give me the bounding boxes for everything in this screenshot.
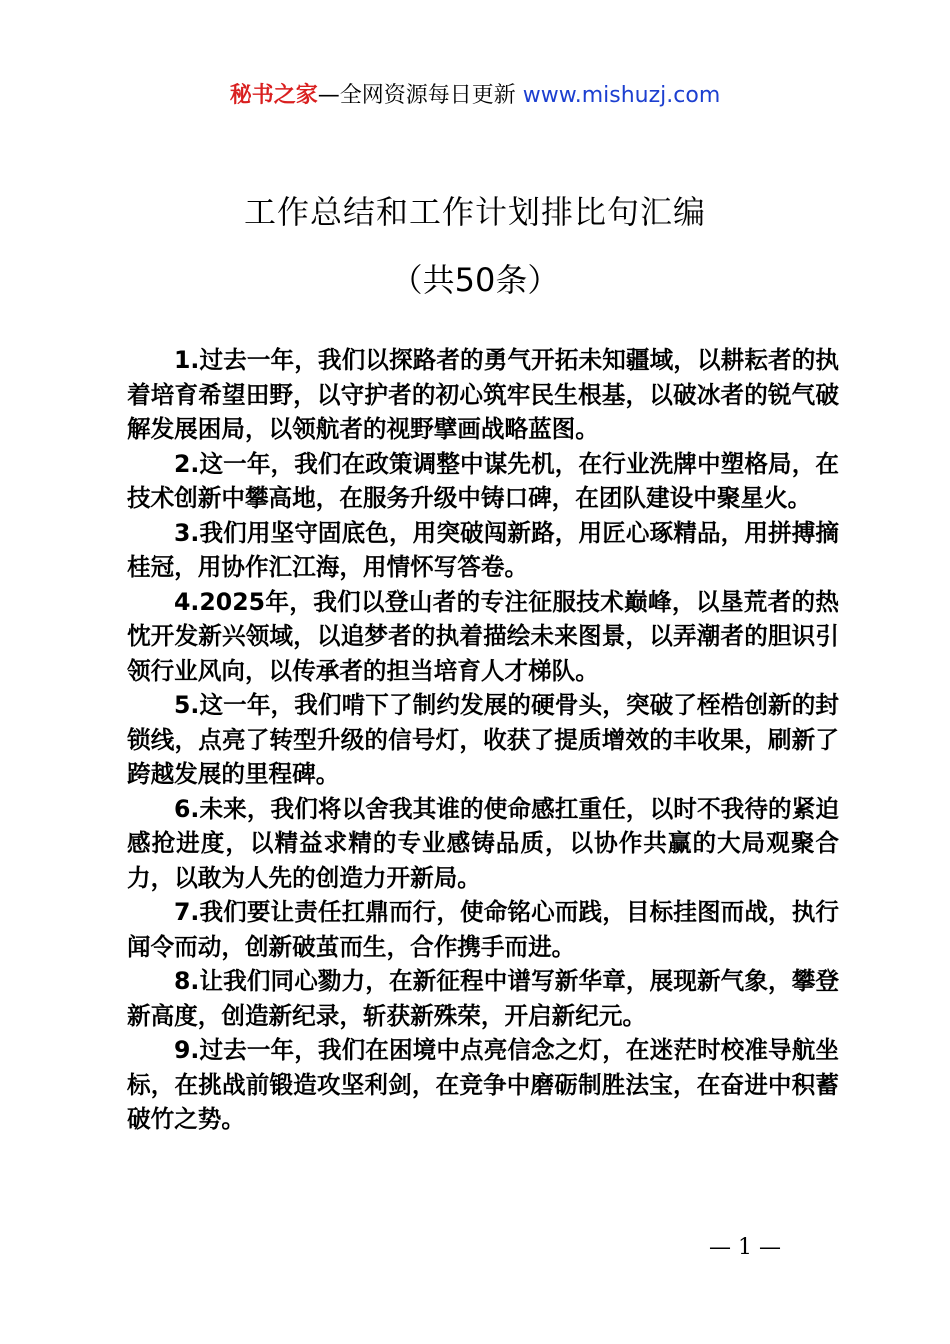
list-item: 5.这一年，我们啃下了制约发展的硬骨头，突破了桎梏创新的封锁线，点亮了转型升级的信号灯，收获了提质增效的丰收果，刷新了跨越发展的里程碑。 [127, 691, 839, 788]
site-tagline: —全网资源每日更新 [317, 83, 516, 108]
list-item: 4.2025年，我们以登山者的专注征服技术巅峰，以垦荒者的热忱开发新兴领域，以追梦者的执着描绘未来图景，以弄潮者的胆识引领行业风向，以传承者的担当培育人才梯队。 [127, 587, 839, 685]
site-header [0, 80, 950, 112]
list-item: 1.过去一年，我们以探路者的勇气开拓未知疆域，以耕耘者的执着培育希望田野，以守护者的初心筑牢民生根基，以破冰者的锐气破解发展困局，以领航者的视野擘画战略蓝图。 [127, 346, 839, 443]
document-title: 工作总结和工作计划排比句汇编 [243, 193, 706, 231]
list-item: 9.过去一年，我们在困境中点亮信念之灯，在迷茫时校准导航坐标，在挑战前锻造攻坚利剑，在竞争中磨砺制胜法宝，在奋进中积蓄破竹之势。 [127, 1036, 839, 1133]
site-url[interactable]: www.mishuzj.com [522, 83, 721, 108]
site-brand: 秘书之家 [229, 83, 318, 108]
list-item: 8.让我们同心勠力，在新征程中谱写新华章，展现新气象，攀登新高度，创造新纪录，斩获新殊荣，开启新纪元。 [127, 967, 839, 1030]
list-item: 6.未来，我们将以舍我其谁的使命感扛重任，以时不我待的紧迫感抢进度，以精益求精的专业感铸品质，以协作共赢的大局观聚合力，以敢为人先的创造力开新局。 [127, 794, 839, 892]
list-item: 2.这一年，我们在政策调整中谋先机，在行业洗牌中塑格局，在技术创新中攀高地，在服务升级中铸口碑，在团队建设中聚星火。 [127, 449, 839, 512]
page-number: — 1 — [709, 1235, 781, 1260]
document-body [127, 343, 839, 1137]
list-item: 7.我们要让责任扛鼎而行，使命铭心而践，目标挂图而战，执行闻令而动，创新破茧而生，合作携手而进。 [127, 898, 839, 961]
document-subtitle: （共50条） [390, 261, 560, 299]
list-item: 3.我们用坚守固底色，用突破闯新路，用匠心琢精品，用拼搏摘桂冠，用协作汇江海，用情怀写答卷。 [127, 518, 839, 581]
